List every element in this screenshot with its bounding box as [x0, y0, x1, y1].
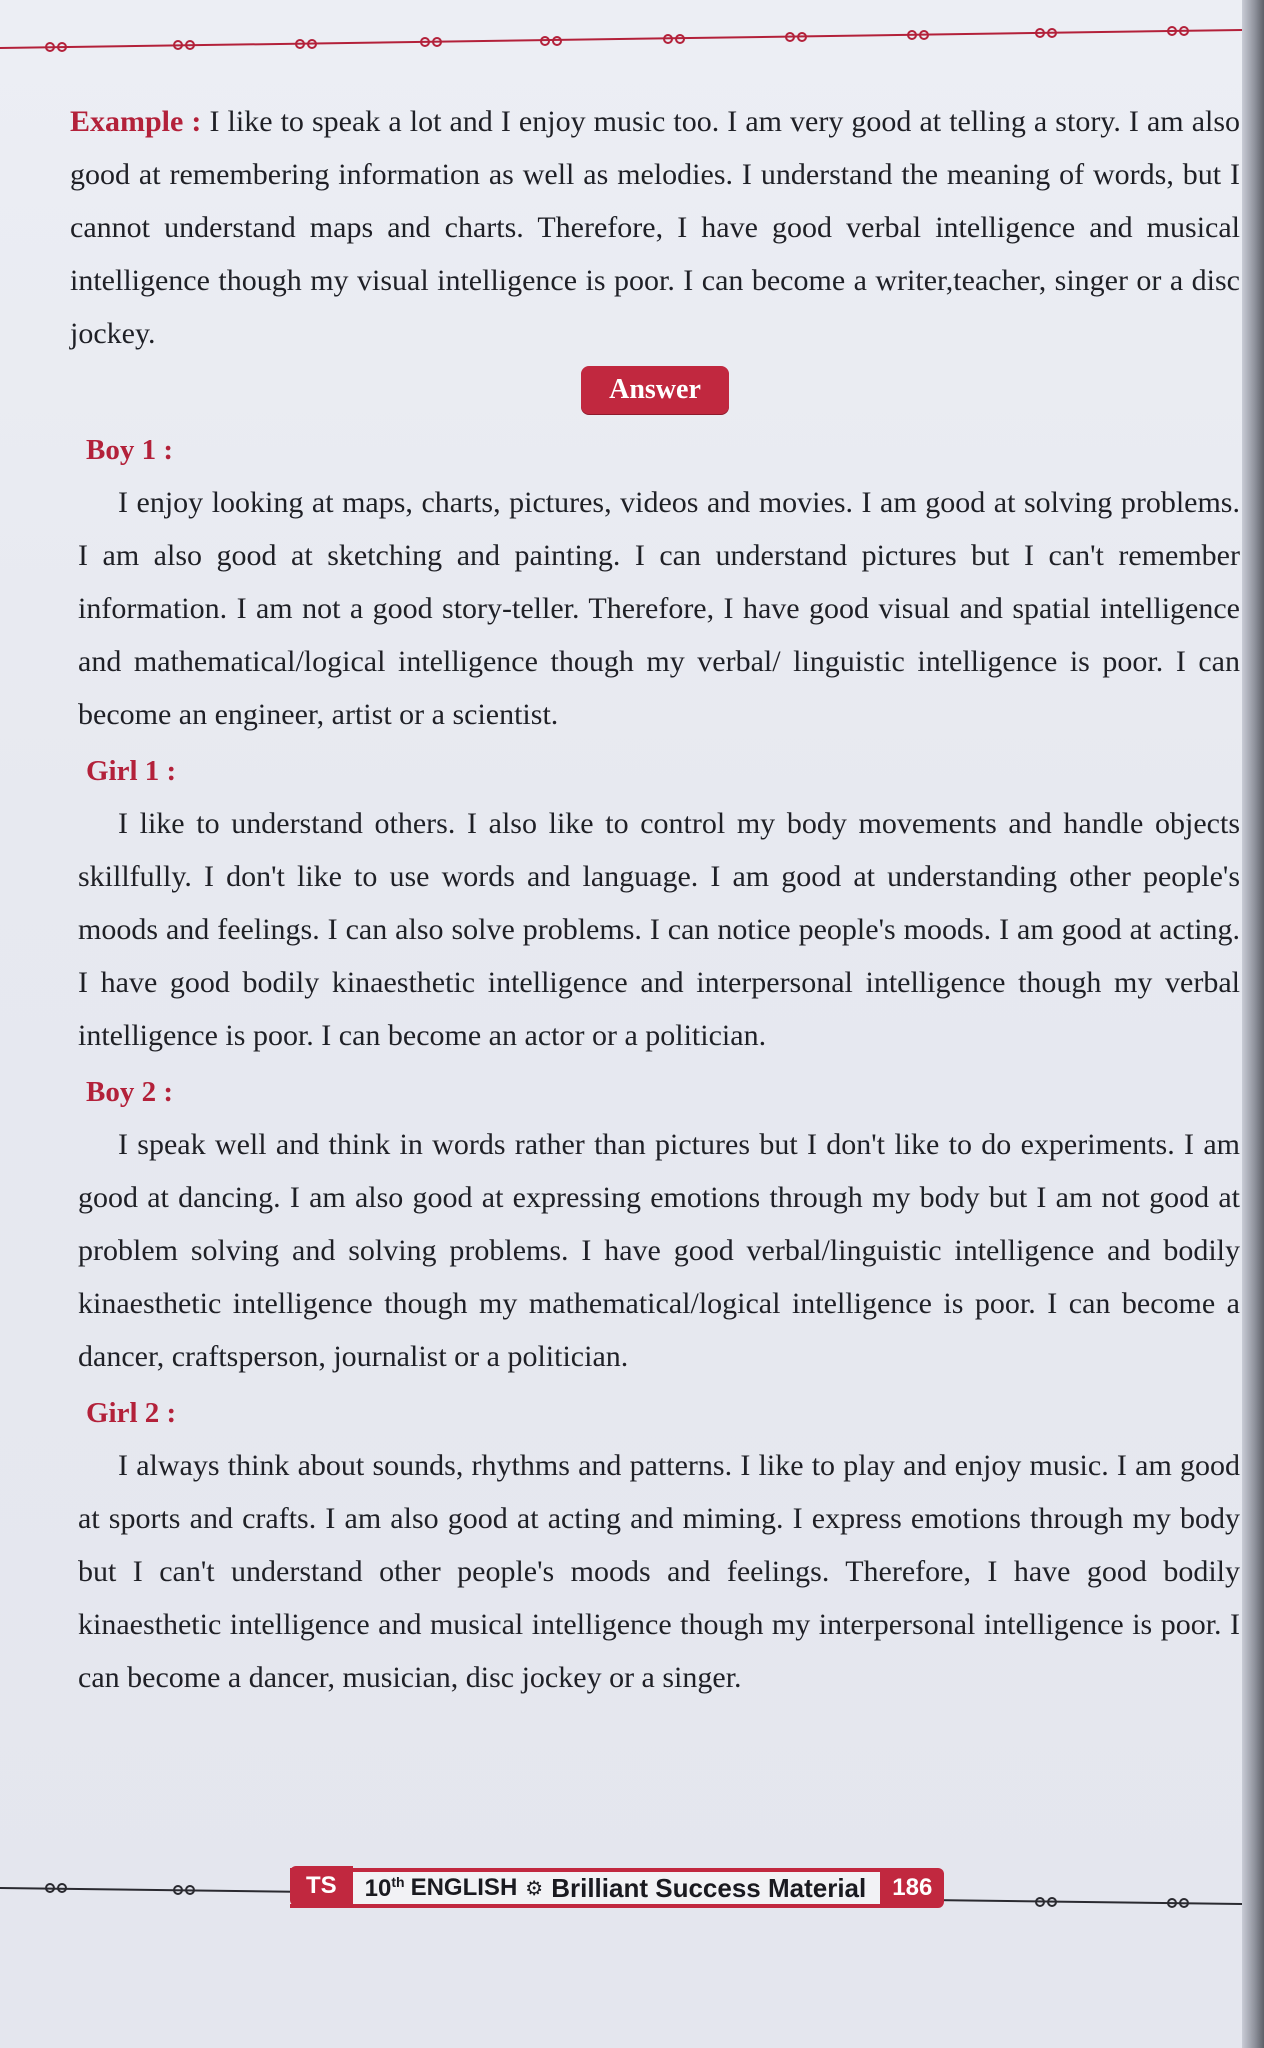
- section-text: I always think about sounds, rhythms and patterns. I like to play and enjoy music. I am good at sports and crafts. I am also good at acting and miming. I express emotions through my body but I can't understand other people's moods and feelings. Therefore, I have good bodily kinaesthetic intelligence and musical intelligence though my interpersonal intelligence is poor. I can become a dancer, musician, disc jockey or a singer.: [78, 1449, 1240, 1694]
- answer-badge: Answer: [581, 366, 729, 414]
- section-boy-2: [78, 1070, 1240, 1383]
- section-girl-1: [78, 749, 1240, 1062]
- section-text: I like to understand others. I also like to control my body movements and handle objects skillfully. I don't like to use words and language. I am good at understanding other people's moods and feelings. I can also solve problems. I can notice people's moods. I am good at acting. I have good bodily kinaesthetic intelligence and interpersonal intelligence though my verbal intelligence is poor. I can become an actor or a politician.: [78, 807, 1240, 1052]
- section-boy-1: [78, 428, 1240, 741]
- footer-band: [290, 1868, 880, 1908]
- example-label: Example :: [70, 105, 202, 138]
- page-edge-shadow: [1242, 0, 1264, 2048]
- section-heading: Boy 2 :: [86, 1076, 173, 1108]
- section-text: I speak well and think in words rather than pictures but I don't like to do experiments. I am good at dancing. I am also good at expressing emotions through my body but I am not good at problem solving and solving problems. I have good verbal/linguistic intelligence and bodily kinaesthetic intelligence though my mathematical/logical intelligence is poor. I can become a dancer, craftsperson, journalist or a politician.: [78, 1128, 1240, 1373]
- answer-heading-wrap: [70, 366, 1240, 414]
- page-number: 186: [880, 1868, 944, 1908]
- curl-divider-icon: [0, 18, 1242, 58]
- gear-icon: ⚙: [525, 1877, 544, 1900]
- top-ornament-divider: [0, 18, 1242, 58]
- section-heading: Girl 1 :: [86, 755, 177, 787]
- grade-suffix: th: [391, 1873, 405, 1890]
- section-girl-2: [78, 1391, 1240, 1704]
- page-content: [70, 95, 1240, 1704]
- subject-label: ENGLISH: [410, 1874, 518, 1901]
- section-heading: Girl 2 :: [86, 1397, 177, 1429]
- grade-number: 10: [364, 1874, 392, 1902]
- material-label: Brilliant Success Material: [551, 1872, 867, 1903]
- example-text: I like to speak a lot and I enjoy music too. I am very good at telling a story. I am also good at remembering information as well as melodies. I understand the meaning of words, but I cannot understand maps and charts. Therefore, I have good verbal intelligence and musical intelligence though my visual intelligence is poor. I can become a writer,teacher, singer or a disc jockey.: [70, 105, 1241, 350]
- ts-badge: TS: [290, 1866, 353, 1906]
- page-footer: [290, 1868, 944, 1908]
- example-paragraph: [70, 95, 1240, 360]
- section-heading: Boy 1 :: [86, 434, 173, 466]
- section-text: I enjoy looking at maps, charts, pictures, videos and movies. I am good at solving problems. I am also good at sketching and painting. I can understand pictures but I can't remember information. I am not a good story-teller. Therefore, I have good visual and spatial intelligence and mathematical/logical intelligence though my verbal/ linguistic intelligence is poor. I can become an engineer, artist or a scientist.: [78, 486, 1240, 731]
- grade-label: [365, 1874, 405, 1903]
